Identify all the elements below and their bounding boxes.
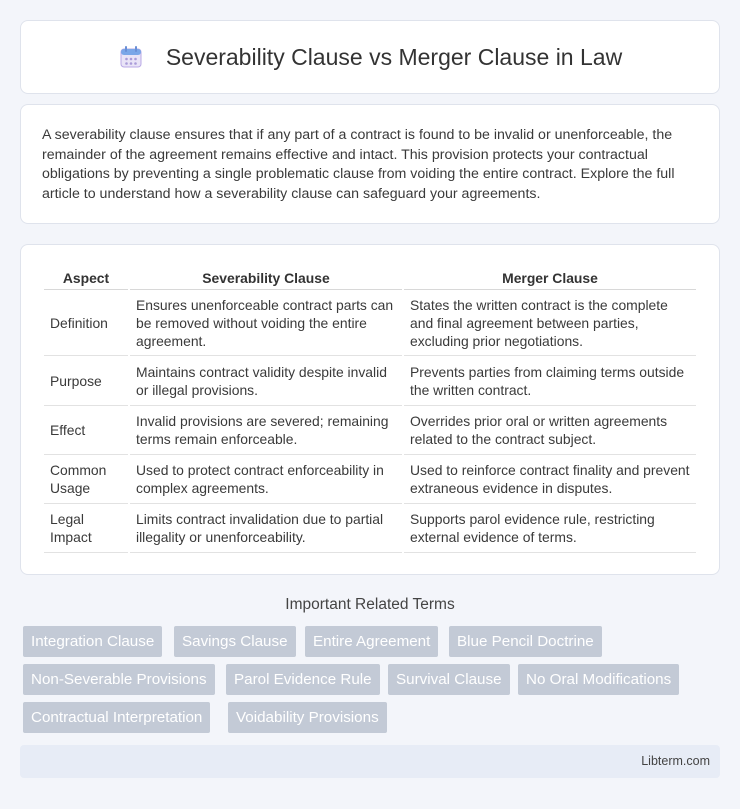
table-row [44,455,696,504]
cell-aspect: Legal Impact [44,504,128,553]
comparison-table [42,265,698,553]
cell-merger: Overrides prior oral or written agreements related to the contract subject. [404,406,696,455]
comparison-card [20,244,720,575]
cell-severability: Ensures unenforceable contract parts can be removed without voiding the entire agreement. [130,290,402,356]
table-row [44,504,696,553]
header-merger: Merger Clause [404,265,696,290]
cell-aspect: Definition [44,290,128,356]
cell-severability: Maintains contract validity despite invalid or illegal provisions. [130,356,402,406]
cell-merger: Used to reinforce contract finality and prevent extraneous evidence in disputes. [404,455,696,504]
table-row [44,406,696,455]
header-severability: Severability Clause [130,265,402,290]
tag-savings-clause[interactable]: Savings Clause [174,626,296,657]
footer-site-link[interactable]: Libterm.com [641,754,710,768]
tag-voidability-provisions[interactable]: Voidability Provisions [228,702,387,733]
calendar-icon [118,44,144,70]
header-aspect: Aspect [44,265,128,290]
cell-merger: Supports parol evidence rule, restricting external evidence of terms. [404,504,696,553]
table-header-row [44,265,696,290]
related-terms-title: Important Related Terms [285,596,455,613]
tag-blue-pencil-doctrine[interactable]: Blue Pencil Doctrine [449,626,602,657]
cell-aspect: Common Usage [44,455,128,504]
tag-parol-evidence-rule[interactable]: Parol Evidence Rule [226,664,380,695]
cell-aspect: Effect [44,406,128,455]
table-row [44,290,696,356]
intro-text: A severability clause ensures that if any part of a contract is found to be invalid or unenforceable, the remainder of the agreement remains effective and intact. This provision protects your contractual obligations by preventing a single problematic clause from voiding the entire contract. Explore the full article to understand how a severability clause can safeguard your agreements. [42,127,675,202]
title-card [20,20,720,94]
tag-survival-clause[interactable]: Survival Clause [388,664,510,695]
cell-aspect: Purpose [44,356,128,406]
cell-merger: Prevents parties from claiming terms outside the written contract. [404,356,696,406]
tag-no-oral-modifications[interactable]: No Oral Modifications [518,664,679,695]
intro-card [20,104,720,224]
cell-severability: Limits contract invalidation due to partial illegality or unenforceability. [130,504,402,553]
tag-integration-clause[interactable]: Integration Clause [23,626,162,657]
tag-non-severable-provisions[interactable]: Non-Severable Provisions [23,664,215,695]
cell-severability: Invalid provisions are severed; remaining terms remain enforceable. [130,406,402,455]
table-row [44,356,696,406]
cell-merger: States the written contract is the complete and final agreement between parties, excluding prior negotiations. [404,290,696,356]
page-title: Severability Clause vs Merger Clause in Law [165,43,623,70]
tag-contractual-interpretation[interactable]: Contractual Interpretation [23,702,210,733]
footer [20,745,720,778]
cell-severability: Used to protect contract enforceability in complex agreements. [130,455,402,504]
tag-entire-agreement[interactable]: Entire Agreement [305,626,438,657]
